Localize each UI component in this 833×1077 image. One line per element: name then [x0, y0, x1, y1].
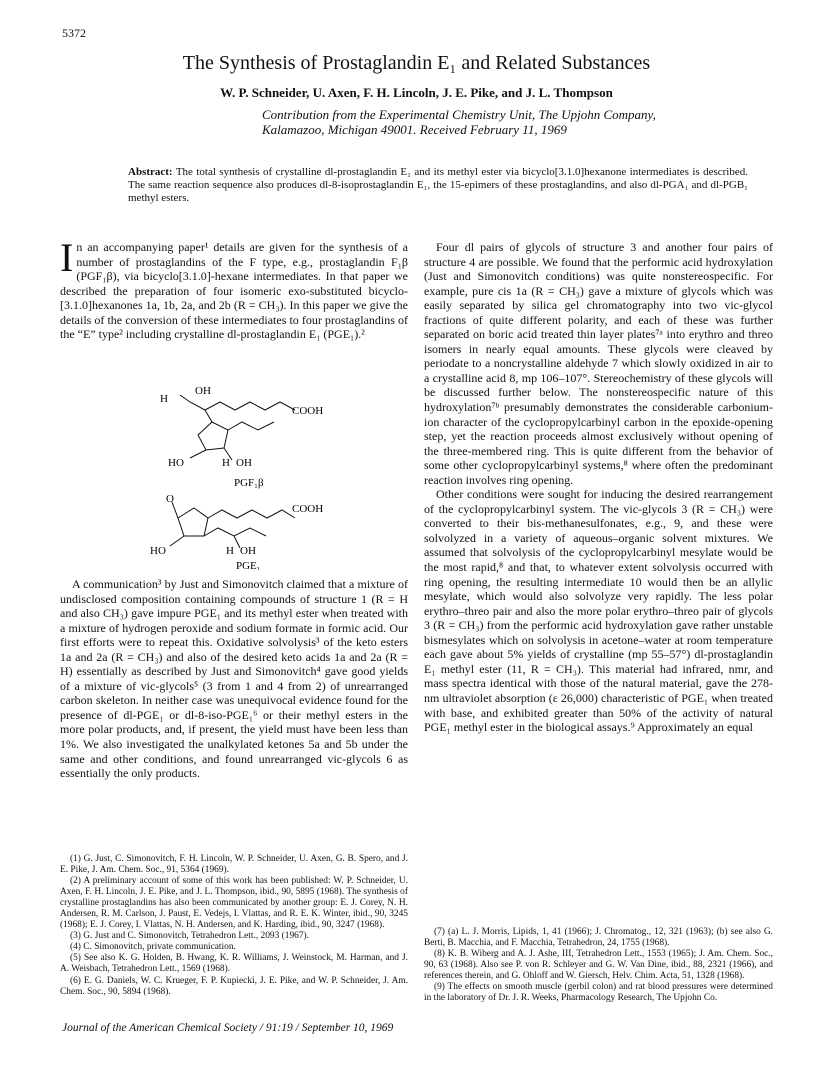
affiliation: [262, 107, 762, 137]
footnote-3: (3) G. Just and C. Simonovitch, Tetrahedron Lett., 2093 (1967).: [70, 931, 309, 942]
footnote-2: (2) A preliminary account of some of this work has been published: W. P. Schneider, U. Axen, F. H. Lincoln, J. E. Pike, and J. L. Thompson, ibid., 90, 5895 (1968). The synthesis of crystalline prostaglandins has also been communicated by another group: E. J. Corey, N. H. Andersen, R. M. Carlson, J. Paust, E. Vedejs, I. Vlattas, and R. E. K. Winter, ibid., 90, 3245 (1968); E. J. Corey, I. Vlattas, N. H. Andersen, and K. Harding, ibid., 90, 3247 (1968).: [60, 876, 408, 931]
pge-cooh: COOH: [292, 503, 324, 515]
author-list: W. P. Schneider, U. Axen, F. H. Lincoln, J. E. Pike, and J. L. Thompson: [220, 85, 613, 100]
pgf-h-bottom: H: [222, 457, 230, 469]
pgf-cooh: COOH: [292, 405, 324, 417]
pgf-oh-top: OH: [195, 385, 211, 397]
left-column-intro: [60, 235, 408, 342]
pge-ho-bond: [170, 536, 184, 546]
pgf1b-structure: [180, 395, 295, 460]
conditions-paragraph: Other conditions were sought for inducing the desired rearrangement of the cyclopropylcarbinyl system. The vic-glycols 3 (R = CH₃) were converted to their bis-methanesulfonates, e.g., 9, and these were solvolyzed in a variety of aqueous–organic solvent mixtures. We assumed that solvolysis of the cyclopropylcarbinyl mesylate would be the most rapid,⁸ and that, to whatever extent solvolysis occurred with ring opening, the resulting intermediate 10 would then be an allylic mesylate, which would also solvolyze very rapidly. The less polar erythro–threo pair and also the more polar erythro–threo pair of glycols 3 (R = CH₃) from the performic acid hydroxylation gave rather unstable bismesylates which on solvolysis in acetone–water at room temperature each gave about 5% yields of crystalline (mp 55–57°) dl-prostaglandin E₁ methyl ester (11, R = CH₃). This material had infrared, nmr, and mass spectra identical with those of the natural material, gave the 278-nm ultraviolet absorption (ε 26,000) characteristic of PGE₁ when treated with base, and exhibited greater than 50% of the activity of natural PGE₁ methyl ester in the biological assays.⁹ Approximately an equal: [424, 487, 773, 735]
communication-paragraph: A communication³ by Just and Simonovitch claimed that a mixture of undisclosed composition containing compounds of structure 1 (R = H and also CH₃) gave impure PGE₁ and its methyl ester when treated with a mixture of hydrogen peroxide and sodium formate in formic acid. Our first efforts were to repeat this. Oxidative solvolysis³ of the keto esters 1a and 2a (R = CH₃) and also of the desired keto acids 1a and 2a (R = H) essentially as described by Just and Simonovitch⁴ gave good yields of a mixture of vic-glycols⁵ (3 from 1 and 4 from 2) of unrearranged carbon skeleton. In neither case was unequivocal evidence found for the presence of dl-PGE₁ or dl-8-iso-PGE₁⁶ or their methyl esters in the more polar products, and, if present, the yield must have been less than 1%. We also investigated the unalkylated ketones 5a and 5b under the same and other conditions, and found unrearranged vic-glycols 6 as essentially the only products.: [60, 577, 408, 781]
pge-lower-chain: [204, 528, 266, 536]
glycols-paragraph: Four dl pairs of glycols of structure 3 and another four pairs of structure 4 are possible. We found that the performic acid hydroxylation (Just and Simonovitch conditions) was quite nonstereospecific. For example, pure cis 1a (R = CH₃) gave a mixture of glycols which was easily separated by silica gel chromatography into two vic-glycol fractions of quite different polarity, and each of these was further separated on boric acid treated thin layer plates⁷ᵃ into erythro and threo isomers in nearly equal amounts. These glycols were cleaved by periodate to a noncrystalline aldehyde 7 which slowly oxidized in air to a crystalline acid 8, mp 106–107°. Stereochemistry of these glycols will be discussed further below. The nonstereospecific nature of this hydroxylation⁷ᵇ presumably demonstrates the considerable carbonium-ion character of the cyclopropylcarbinyl carbon in the epoxide-opening step, yet the reaction proceeds almost exclusively without opening of the three-membered ring. This is quite different from the behavior of some other cyclopropylcarbinyl systems,⁸ where often the predominant reaction involves ring opening.: [424, 240, 773, 487]
structure-figure: [150, 380, 370, 570]
pgf-ho: HO: [168, 457, 184, 469]
pgf-side-link: [205, 410, 212, 422]
pge-chain-top: [208, 510, 295, 518]
footnote-6: (6) E. G. Daniels, W. C. Krueger, F. P. Kupiecki, J. E. Pike, and W. P. Schneider, J. Am. Chem. Soc., 90, 5894 (1968).: [60, 975, 408, 997]
footnote-7: (7) (a) L. J. Morris, Lipids, 1, 41 (1966); J. Chromatog., 12, 321 (1963); (b) see also G. Berti, B. Macchia, and F. Macchia, Tetrahedron, 24, 1755 (1968).: [424, 927, 773, 949]
affiliation-line-1: Contribution from the Experimental Chemistry Unit, The Upjohn Company,: [262, 107, 656, 122]
right-column-body: [424, 240, 773, 735]
footnote-8: (8) K. B. Wiberg and A. J. Ashe, III, Tetrahedron Lett., 1553 (1965); J. Am. Chem. Soc., 90, 63 (1968). Also see P. von R. Schleyer and G. W. Van Dine, ibid., 88, 2321 (1966), and references therein, and G. Ohloff and W. Giersch, Helv. Chim. Acta, 51, 1328 (1968).: [424, 949, 773, 982]
abstract-text: The total synthesis of crystalline dl-prostaglandin E₁ and its methyl ester via bicyclo[3.1.0]hexanone intermediates is described. The same reaction sequence also produces dl-8-isoprostaglandin E₁, the 15-epimers of these prostaglandins, and also dl-PGA₁ and dl-PGB₁ methyl esters.: [128, 166, 748, 204]
pge-ring: [178, 508, 208, 536]
drop-cap: I: [60, 235, 74, 280]
pgf-chain-top: [205, 402, 295, 410]
pgf-chain-top-left: [180, 395, 205, 410]
affiliation-line-2: Kalamazoo, Michigan 49001. Received February 11, 1969: [262, 122, 567, 137]
footnote-5: (5) See also K. G. Holden, B. Hwang, K. R. Williams, J. Weinstock, M. Harman, and J. A. Weisbach, Tetrahedron Lett., 1569 (1968).: [60, 953, 408, 975]
footnote-4: (4) C. Simonovitch, private communication.: [70, 942, 236, 953]
pge-ho: HO: [150, 545, 166, 557]
pge1-structure: [170, 502, 295, 548]
abstract: [128, 166, 748, 205]
footnote-1: (1) G. Just, C. Simonovitch, F. H. Lincoln, W. P. Schneider, U. Axen, G. B. Spero, and J. E. Pike, J. Am. Chem. Soc., 91, 5364 (1969).: [60, 854, 408, 876]
right-footnotes: [424, 927, 773, 1004]
abstract-label: Abstract:: [128, 166, 173, 178]
pgf-h-top: H: [160, 393, 168, 405]
left-column-body: [60, 577, 408, 781]
pgf-oh-bottom: OH: [236, 457, 252, 469]
journal-footer: Journal of the American Chemical Society / 91:19 / September 10, 1969: [62, 1022, 394, 1034]
intro-paragraph-text: n an accompanying paper¹ details are given for the synthesis of a number of prostaglandins of the F type, e.g., prostaglandin F₁β (PGF₁β), via bicyclo[3.1.0]-hexane intermediates. In that paper we described the preparation of four isomeric exo-substituted bicyclo-[3.1.0]hexanones 1a, 1b, 2a, and 2b (R = CH₃). In this paper we give the details of the conversion of these intermediates to four prostaglandins of the “E” type² including crystalline dl-prostaglandin E₁ (PGE₁).²: [60, 240, 408, 342]
pge-label: PGE₁: [236, 560, 261, 570]
pge-h-bottom: H: [226, 545, 234, 557]
pgf-ring: [198, 422, 228, 450]
footnote-9: (9) The effects on smooth muscle (gerbil colon) and rat blood pressures were determined in the laboratory of Dr. J. R. Weeks, Pharmacology Research, The Upjohn Co.: [424, 982, 773, 1004]
pgf-lower-chain: [228, 422, 274, 430]
intro-paragraph: [60, 235, 408, 342]
page-number: 5372: [62, 26, 86, 40]
pgf-label: PGF₁β: [234, 477, 264, 489]
pge-oxo: O: [166, 493, 174, 505]
pgf-ho-bond: [190, 450, 206, 458]
left-footnotes: [60, 854, 408, 998]
pge-oh-bottom: OH: [240, 545, 256, 557]
article-title: The Synthesis of Prostaglandin E₁ and Related Substances: [182, 52, 651, 74]
